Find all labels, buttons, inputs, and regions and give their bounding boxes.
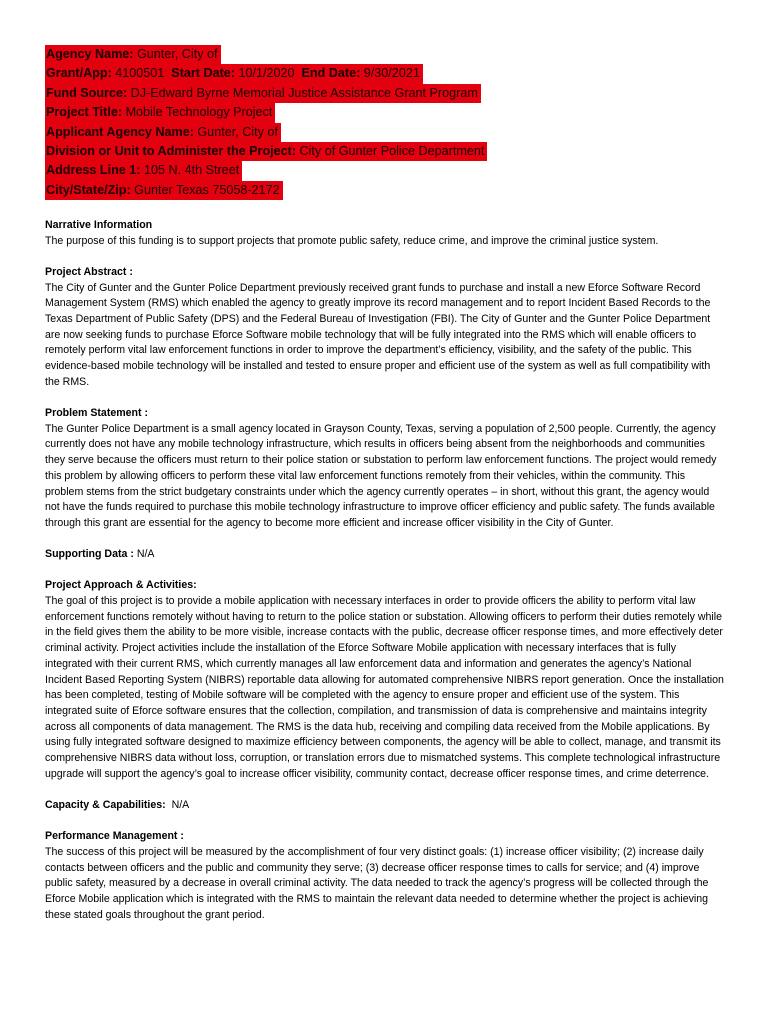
abstract-section [45,265,725,391]
city-state-zip-value: Gunter Texas 75058-2172 [134,182,280,197]
start-date-label: Start Date: [171,66,235,81]
address-label: Address Line 1: [46,163,141,178]
agency-name-label: Agency Name: [46,47,134,61]
start-date-value: 10/1/2020 [238,66,295,81]
performance-title: Performance Management : [45,830,184,843]
performance-body: The success of this project will be measured by the accomplishment of four very distinct goals: (1) increase officer visibility; (2) increase daily contacts between officers and the public and community they serve; (3) decrease officer response times to calls for service; and (4) improve public safety, measured by a decrease in overall criminal activity. The data needed to track the agency’s progress will be collected through the Eforce Mobile application which is integrated with the RMS to maintain the relevant data needed to determine whether the project is achieving these stated goals throughout the grant period. [45,845,709,921]
performance-section [45,829,725,923]
project-title-line [45,103,275,122]
applicant-agency-label: Applicant Agency Name: [46,124,194,139]
narrative-title: Narrative Information [45,219,153,231]
capacity-value: N/A [165,799,190,811]
city-state-zip-line [45,181,283,200]
approach-section [45,578,725,782]
supporting-data-value: N/A [133,548,155,561]
abstract-body: The City of Gunter and the Gunter Police Department previously received grant funds to purchase and install a new Eforce Software Record Management System (RMS) which enabled the agency to greatly improve its record management and to report Incident Based Records to the Texas Department of Public Safety (DPS) and the Federal Bureau of Investigation (FBI). The City of Gunter and the Gunter Police Department are now seeking funds to purchase Eforce Software mobile technology that will be fully integrated into the RMS which will enable officers to remotely perform vital law enforcement functions in order to improve the department’s efficiency, visibility, and the safety of the public. This evidence-based mobile technology will be installed and tested to ensure proper and efficient use of the system as well as full compatibility with the RMS. [45,281,711,388]
agency-name-value: Gunter, City of [137,47,218,61]
end-date-value: 9/30/2021 [363,66,420,81]
problem-section [45,406,725,532]
project-title-label: Project Title: [46,105,123,120]
narrative-section [45,218,725,249]
division-value: City of Gunter Police Department [299,144,485,159]
division-label: Division or Unit to Administer the Project: [46,144,297,159]
address-line [45,161,242,180]
city-state-zip-label: City/State/Zip: [46,182,131,197]
grant-header [45,45,487,200]
fund-source-line [45,84,481,103]
grant-app-line [45,64,423,83]
address-value: 105 N. 4th Street [143,163,240,178]
capacity-section [45,798,725,814]
problem-body: The Gunter Police Department is a small agency located in Grayson County, Texas, serving a population of 2,500 people. Currently, the agency currently does not have any mobile technology infrastructure, which results in officers being absent from the neighborhoods and communities they serve because the officers must return to their police station or substation to perform law enforcement functions. The project would remedy this problem by allowing officers to perform these vital law enforcement functions remotely from their vehicles, within the community. This problem stems from the strict budgetary constraints under which the agency currently operates – in short, without this grant, the agency would not have the funds required to purchase this mobile technology infrastructure to improve officer efficiency and public safety. The funds available through this grant are essential for the agency to become more efficient and increase officer visibility in the City of Gunter. [45,422,717,529]
problem-title: Problem Statement : [45,407,149,420]
narrative-content [45,218,725,939]
capacity-title: Capacity & Capabilities: [45,799,166,811]
division-line [45,142,487,161]
supporting-data-title: Supporting Data : [45,548,134,561]
approach-body: The goal of this project is to provide a mobile application with necessary interfaces in order to provide officers the ability to perform vital law enforcement functions remotely without having to return to the police station or substation. Allowing officers to perform their duties remotely while in the field gives them the ability to be more visible, increase contacts with the public, decrease officer response times, and more effectively deter criminal activity. Project activities include the installation of the Eforce Software Mobile application with necessary interfaces that is fully integrated with their current RMS, which currently manages all law enforcement data and information and generates the agency’s National Incident Based Reporting System (NIBRS) reportable data allowing for automated comprehensive NIBRS report generation. Once the installation has been completed, testing of Mobile software will be completed with the agency to ensure proper and efficient use of the system. This integrated suite of Eforce software ensures that the collection, compilation, and transmission of data is comprehensive and maintains integrity across all components of data management. The RMS is the data hub, receiving and compiling data received from the Mobile applications. By using fully integrated software designed to maximize efficiency between components, the agency will be able to collect, manage, and transmit its comprehensive NIBRS data without loss, corruption, or translation errors due to mismatched systems. This complete technological infrastructure upgrade will support the agency’s goal to increase officer visibility, community contact, decrease officer response times, and crime deterrence. [45,595,724,780]
supporting-data-section [45,547,725,563]
applicant-agency-line [45,123,281,142]
fund-source-value: DJ-Edward Byrne Memorial Justice Assistance Grant Program [130,85,478,100]
fund-source-label: Fund Source: [46,85,128,100]
grant-app-label: Grant/App: [46,66,112,81]
grant-app-value: 4100501 [115,66,165,81]
project-title-value: Mobile Technology Project [125,105,273,120]
narrative-body: The purpose of this funding is to support projects that promote public safety, reduce crime, and improve the criminal justice system. [45,234,659,247]
abstract-title: Project Abstract : [45,265,133,278]
end-date-label: End Date: [301,66,361,81]
approach-title: Project Approach & Activities: [45,579,197,592]
applicant-agency-value: Gunter, City of [197,124,278,139]
agency-name-line [45,45,221,64]
